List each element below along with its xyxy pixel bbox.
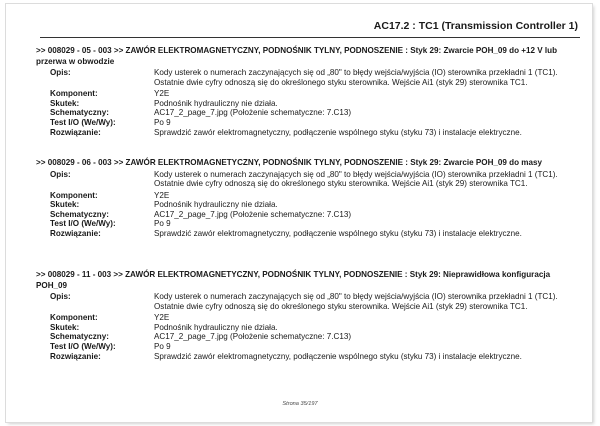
field-label: Rozwiązanie: [50, 351, 101, 361]
field-value-rozwiazanie: Sprawdzić zawór elektromagnetyczny, podłączenie wspólnego styku (styku 73) i instalacje elektryczne. [154, 127, 522, 137]
field-value-schematyczny: AC17_2_page_7.jpg (Położenie schematyczne: 7.C13) [154, 108, 352, 118]
field-row-schematyczny [36, 210, 564, 220]
field-row-komponent [36, 313, 564, 323]
field-row-komponent [36, 191, 564, 201]
field-row-rozwiazanie [36, 128, 564, 138]
header-divider [40, 37, 580, 38]
field-value-opis: Kody usterek o numerach zaczynających się od „80" to błędy wejścia/wyjścia (IO) sterownika przekładni 1 (TC1). Ostatnie dwie cyfry odnoszą się do określonego styku sterownika. Wejście Ai1 (styk 29) sterownika TC1. [154, 292, 558, 311]
page-number: Strona 35/197 [282, 401, 318, 407]
field-row-opis [36, 170, 564, 189]
field-label: Opis: [50, 292, 71, 301]
field-value-komponent: Y2E [154, 313, 170, 323]
field-label: Rozwiązanie: [50, 229, 101, 239]
field-row-skutek [36, 99, 564, 109]
field-label: Skutek: [50, 200, 80, 210]
fault-entry [36, 46, 564, 137]
field-label: Skutek: [50, 322, 80, 332]
field-value-test: Po 9 [154, 117, 171, 127]
fault-entry-title: >> 008029 - 05 - 003 >> ZAWÓR ELEKTROMAGNETYCZNY, PODNOŚNIK TYLNY, PODNOSZENIE : Styk 29: Zwarcie POH_09 do +12 V lub przerwa w obwodzie [36, 46, 558, 66]
field-row-rozwiazanie [36, 229, 564, 239]
field-label: Test I/O (We/Wy): [50, 117, 116, 127]
field-value-skutek: Podnośnik hydrauliczny nie działa. [154, 322, 278, 332]
field-row-test [36, 219, 564, 229]
field-row-opis [36, 292, 564, 311]
field-label: Test I/O (We/Wy): [50, 219, 116, 229]
field-value-skutek: Podnośnik hydrauliczny nie działa. [154, 98, 278, 108]
field-value-komponent: Y2E [154, 190, 170, 200]
field-row-schematyczny [36, 108, 564, 118]
fault-entry-title: >> 008029 - 11 - 003 >> ZAWÓR ELEKTROMAGNETYCZNY, PODNOŚNIK TYLNY, PODNOSZENIE : Styk 29: Nieprawidłowa konfiguracja POH_09 [36, 270, 551, 290]
fault-entry [36, 158, 564, 239]
field-label: Opis: [50, 169, 71, 179]
page-header-title: AC17.2 : TC1 (Transmission Controller 1) [373, 20, 578, 32]
field-value-schematyczny: AC17_2_page_7.jpg (Położenie schematyczne: 7.C13) [154, 209, 352, 219]
fault-entry [36, 270, 564, 361]
field-value-opis: Kody usterek o numerach zaczynających się od „80" to błędy wejścia/wyjścia (IO) sterownika przekładni 1 (TC1). Ostatnie dwie cyfry odnoszą się do określonego styku sterownika. Wejście Ai1 (styk 29) sterownika TC1. [154, 169, 558, 189]
field-label: Opis: [50, 68, 71, 77]
field-row-opis [36, 68, 564, 87]
field-row-rozwiazanie [36, 352, 564, 362]
field-label: Rozwiązanie: [50, 127, 101, 137]
field-label: Komponent: [50, 89, 98, 99]
field-row-test [36, 118, 564, 128]
field-value-schematyczny: AC17_2_page_7.jpg (Położenie schematyczne: 7.C13) [154, 332, 352, 342]
field-label: Schematyczny: [50, 209, 109, 219]
field-value-rozwiazanie: Sprawdzić zawór elektromagnetyczny, podłączenie wspólnego styku (styku 73) i instalacje elektryczne. [154, 229, 522, 239]
field-label: Komponent: [50, 313, 98, 323]
field-value-rozwiazanie: Sprawdzić zawór elektromagnetyczny, podłączenie wspólnego styku (styku 73) i instalacje elektryczne. [154, 351, 522, 361]
field-row-skutek [36, 200, 564, 210]
field-value-test: Po 9 [154, 341, 171, 351]
field-label: Schematyczny: [50, 332, 109, 342]
field-row-skutek [36, 323, 564, 333]
field-label: Skutek: [50, 98, 80, 108]
field-value-opis: Kody usterek o numerach zaczynających się od „80" to błędy wejścia/wyjścia (IO) sterownika przekładni 1 (TC1). Ostatnie dwie cyfry odnoszą się do określonego styku sterownika. Wejście Ai1 (styk 29) sterownika TC1. [154, 68, 558, 87]
fault-entry-title: >> 008029 - 06 - 003 >> ZAWÓR ELEKTROMAGNETYCZNY, PODNOŚNIK TYLNY, PODNOSZENIE : Styk 29: Zwarcie POH_09 do masy [36, 158, 543, 167]
field-label: Komponent: [50, 190, 98, 200]
field-value-test: Po 9 [154, 219, 171, 229]
field-row-komponent [36, 89, 564, 99]
field-value-komponent: Y2E [154, 89, 170, 99]
field-label: Test I/O (We/Wy): [50, 341, 116, 351]
field-row-test [36, 342, 564, 352]
field-row-schematyczny [36, 332, 564, 342]
field-label: Schematyczny: [50, 108, 109, 118]
field-value-skutek: Podnośnik hydrauliczny nie działa. [154, 200, 278, 210]
